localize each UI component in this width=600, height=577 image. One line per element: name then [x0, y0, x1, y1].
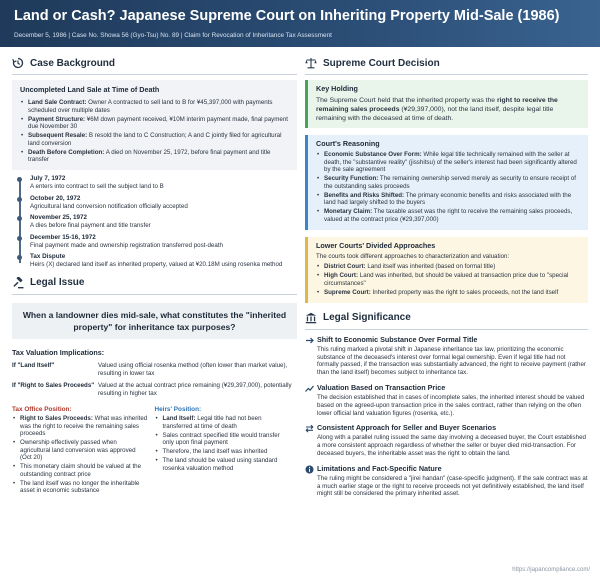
background-box — [12, 80, 297, 170]
list-item: • Therefore, the land itself was inherited — [155, 448, 292, 456]
key-holding-text: The Supreme Court held that the inherited property was the right to receive the remaining sales proceeds (¥29,397,000), not the land itself, despite legal title remaining with the deceased at time of death. — [316, 97, 558, 122]
divider — [305, 74, 588, 75]
timeline-date: December 15-16, 1972 — [30, 233, 96, 241]
list-item: • Economic Substance Over Form: While legal title technically remained with the seller at death, the "substantive reality" (jisshitsu) of the seller's interest had been significantly altered by the sale agreement — [316, 151, 581, 174]
significance-title: Limitations and Fact-Specific Nature — [317, 463, 442, 473]
divider — [12, 294, 297, 295]
legal-issue-heading: Legal Issue — [12, 275, 297, 291]
page-title: Land or Cash? Japanese Supreme Court on Inheriting Property Mid-Sale (1986) — [14, 8, 560, 24]
arrows-icon — [305, 336, 317, 377]
timeline-date: October 20, 1972 — [30, 194, 81, 202]
key-holding-card — [305, 80, 588, 128]
list-item: • Payment Structure: ¥6M down payment received, ¥10M interim payment made, final payment due November 30 — [20, 116, 289, 131]
timeline-text: A enters into contract to sell the subject land to B — [30, 183, 164, 190]
list-item: • Supreme Court: Inherited property was the right to sales proceeds, not the land itself — [316, 289, 581, 297]
timeline-text: A dies before final payment and title transfer — [30, 222, 151, 230]
timeline-text: Heirs (X) declared land itself as inherited property, valued at ¥20.18M using rosenka method — [30, 261, 283, 269]
tax-office-title: Tax Office Position: — [12, 406, 72, 414]
tax-office-list — [12, 415, 149, 495]
significance-item — [305, 464, 588, 498]
heirs-title: Heirs' Position: — [154, 406, 202, 414]
significance-title: Shift to Economic Substance Over Formal Title — [317, 334, 478, 344]
heirs-list — [155, 415, 292, 472]
significance-text: The ruling might be considered a "jirei handan" (case-specific judgment). If the sale contract was at a much earlier stage or the right to receive proceeds not yet definitively established, the land itself might still be considered the primary inherited asset. — [317, 474, 588, 498]
key-holding-title: Key Holding — [316, 84, 358, 93]
list-item: • Ownership effectively passed when agricultural land conversion was approved (Oct 20) — [12, 439, 149, 462]
page-header — [0, 0, 600, 47]
exchange-icon — [305, 424, 317, 457]
list-item: • The land should be valued using standard rosenka valuation method — [155, 457, 292, 472]
background-list — [20, 99, 289, 164]
list-item: • Land Itself: Legal title had not been transferred at time of death — [155, 415, 292, 430]
timeline-text: Agricultural land conversion notification officially accepted — [30, 202, 188, 210]
list-item: • The land itself was no longer the inheritable asset in economic substance — [12, 480, 149, 495]
list-item: • High Court: Land was inherited, but should be valued at transaction price due to "special circumstances" — [316, 272, 581, 287]
significance-heading: Legal Significance — [305, 310, 588, 326]
heirs-position — [155, 406, 298, 496]
significance-text: Along with a parallel ruling issued the same day involving a deceased buyer, the Court established a more consistent approach regardless of whether the seller or buyer died mid-transaction. For deceased buyers, the inheritable asset was the right to obtain the land. — [317, 434, 586, 457]
divider — [12, 74, 297, 75]
significance-title: Valuation Based on Transaction Price — [317, 382, 446, 392]
valuation-row — [12, 362, 297, 377]
tax-office-position — [12, 406, 155, 496]
list-item: • Subsequent Resale: B resold the land to C Construction; A and C jointly filed for agricultural land conversion — [20, 132, 289, 147]
landmark-icon — [305, 312, 317, 324]
lower-courts-intro: The courts took different approaches to characterization and valuation: — [316, 252, 510, 260]
divider — [305, 329, 588, 330]
significance-list — [305, 335, 588, 498]
lower-courts-title: Lower Courts' Divided Approaches — [316, 240, 436, 250]
list-item: • District Court: Land itself was inherited (based on formal title) — [316, 263, 581, 271]
timeline-item — [30, 214, 297, 230]
legal-question: When a landowner dies mid-sale, what constitutes the "inherited property" for inheritance tax purposes? — [12, 303, 297, 339]
significance-text: This ruling marked a pivotal shift in Japanese inheritance tax law, prioritizing the economic substance of the deceased's interest over formal legal ownership. Even if legal title had not formally passed, if the transaction was substantially advanced, the right to receive payment (rather than the land itself) becomes subject to inheritance tax. — [317, 345, 586, 377]
timeline — [12, 175, 297, 269]
significance-title: Consistent Approach for Seller and Buyer Scenarios — [317, 423, 497, 433]
valuation-key: If "Right to Sales Proceeds" — [12, 382, 95, 390]
valuation-row — [12, 382, 297, 397]
reasoning-title: Court's Reasoning — [316, 139, 380, 148]
list-item: • Benefits and Risks Shifted: The primary economic benefits and risks associated with the land had largely shifted to the buyers — [316, 192, 581, 207]
trend-icon — [305, 384, 317, 417]
timeline-dot — [17, 255, 22, 260]
case-background-heading: Case Background — [12, 55, 297, 71]
reasoning-card — [305, 135, 588, 230]
history-icon — [12, 57, 24, 69]
timeline-dot — [17, 216, 22, 221]
reasoning-list — [316, 151, 581, 223]
decision-heading: Supreme Court Decision — [305, 55, 588, 71]
tax-valuation-heading: Tax Valuation Implications: — [12, 347, 105, 357]
valuation-key: If "Land Itself" — [12, 361, 55, 369]
lower-courts-list — [316, 263, 581, 296]
list-item: • Land Sale Contract: Owner A contracted to sell land to B for ¥45,397,000 with payments scheduled over multiple dates — [20, 99, 289, 114]
footer-url: https://japancompliance.com/ — [512, 567, 590, 573]
lower-courts-card — [305, 237, 588, 303]
timeline-item — [30, 175, 297, 191]
valuation-value: Valued using official rosenka method (often lower than market value), resulting in lower tax — [98, 361, 288, 377]
list-item: • This monetary claim should be valued at the outstanding contract price — [12, 463, 149, 478]
background-box-title: Uncompleted Land Sale at Time of Death — [20, 85, 160, 94]
significance-item — [305, 423, 588, 457]
significance-item — [305, 383, 588, 417]
list-item: • Security Function: The remaining ownership served merely as security to ensure receipt of the outstanding sales proceeds — [316, 175, 581, 190]
significance-item — [305, 335, 588, 377]
scales-icon — [305, 57, 317, 69]
timeline-text: Final payment made and ownership registration transferred post-death — [30, 241, 223, 249]
significance-text: The decision established that in cases of incomplete sales, the inherited interest should be valued based on the agreed-upon transaction price in the sales contract, rather than relying on the often lower official land valuation figures (rosenka, etc.). — [317, 393, 585, 417]
timeline-item — [30, 195, 297, 211]
list-item: • Sales contract specified title would transfer only upon final payment — [155, 432, 292, 447]
info-icon — [305, 465, 317, 498]
positions — [12, 406, 297, 496]
timeline-date: November 25, 1972 — [30, 214, 88, 222]
timeline-date: July 7, 1972 — [30, 175, 66, 182]
timeline-dot — [17, 197, 22, 202]
page-subtitle: December 5, 1986 | Case No. Showa 56 (Gyo-Tsu) No. 89 | Claim for Revocation of Inheritance Tax Assessment — [14, 32, 332, 39]
list-item: • Monetary Claim: The taxable asset was the right to receive the remaining sales proceeds, valued at the contract price (¥29,397,000) — [316, 208, 581, 223]
list-item: • Right to Sales Proceeds: What was inherited was the right to receive the remaining sales proceeds — [12, 415, 149, 438]
timeline-item — [30, 253, 297, 269]
list-item: • Death Before Completion: A died on November 25, 1972, before final payment and title transfer — [20, 149, 289, 164]
gavel-icon — [12, 277, 24, 289]
timeline-date: Tax Dispute — [30, 253, 66, 261]
timeline-dot — [17, 236, 22, 241]
timeline-dot — [17, 177, 22, 182]
right-column — [305, 55, 588, 504]
valuation-value: Valued at the actual contract price remaining (¥29,397,000), potentially resulting in higher tax — [98, 382, 292, 397]
left-column — [12, 55, 297, 496]
timeline-item — [30, 234, 297, 250]
